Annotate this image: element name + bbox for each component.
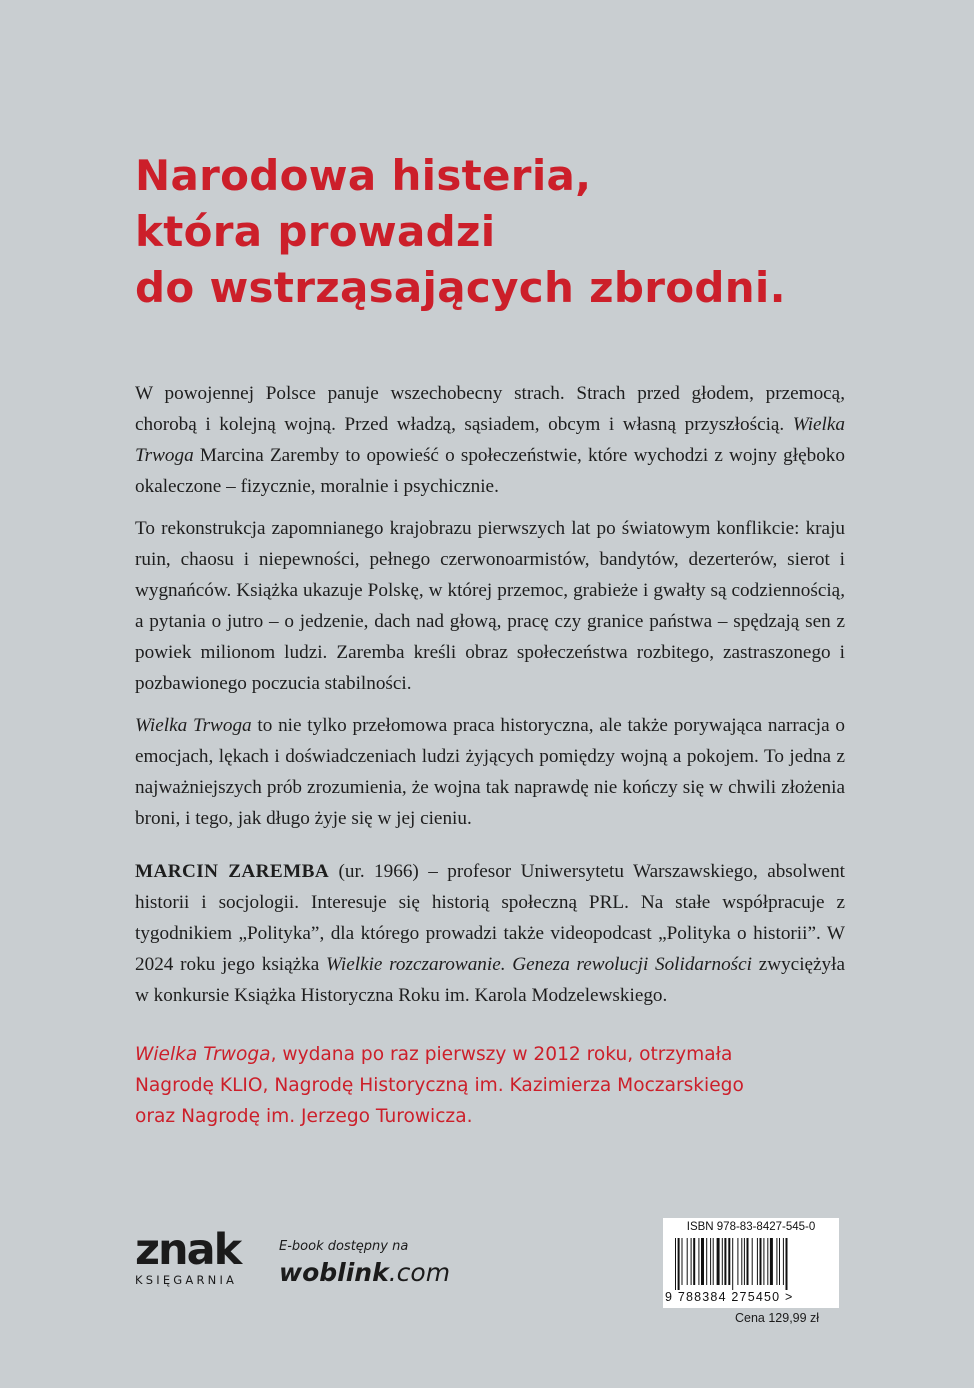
barcode-bar	[779, 1238, 780, 1285]
description	[135, 378, 845, 845]
barcode-bar	[776, 1238, 777, 1285]
barcode-bar	[732, 1238, 733, 1290]
award-book-title: Wielka Trwoga	[135, 1044, 271, 1065]
paragraph-1-text-start: W powojennej Polsce panuje wszechobecny strach. Strach przed głodem, przemocą, chorobą i kolejną wojną. Przed władzą, sąsiadem, obcym i własną przyszłością.	[135, 383, 845, 435]
barcode-bar	[678, 1238, 680, 1290]
woblink-logo-bold: woblink	[279, 1258, 389, 1287]
woblink-logo	[279, 1258, 450, 1287]
woblink-logo-domain: .com	[388, 1258, 451, 1287]
barcode-bar	[687, 1238, 688, 1285]
publisher-logo-word: znak	[135, 1225, 241, 1275]
award-line-1-text: , wydana po raz pierwszy w 2012 roku, otrzymała	[270, 1044, 733, 1065]
barcode-bar	[728, 1238, 730, 1285]
author-bio	[135, 856, 845, 1011]
barcode-bar	[713, 1238, 714, 1285]
author-name: MARCIN ZAREMBA	[135, 861, 330, 882]
barcode-bar	[717, 1238, 720, 1285]
barcode-bar	[747, 1238, 749, 1285]
barcode-bar	[752, 1238, 753, 1285]
paragraph-3	[135, 710, 845, 834]
headline-line-1: Narodowa histeria,	[135, 151, 592, 200]
barcode-bar	[737, 1238, 738, 1285]
headline-line-3: do wstrząsających zbrodni.	[135, 263, 786, 312]
barcode-bar	[783, 1238, 784, 1285]
barcode-bar	[693, 1238, 695, 1285]
barcode-bar	[724, 1238, 726, 1285]
barcode-bar	[767, 1238, 768, 1285]
barcode-bar	[786, 1238, 788, 1290]
award-note	[135, 1039, 855, 1132]
author-bio-text-1: (ur. 1966) – profesor Uniwersytetu Warszawskiego, absolwent historii i socjologii. Interesuje się historią społeczną PRL. Na stałe współpracuje z tygodnikiem „Polityka”, dla którego prowadzi także videopodcast „Polityka o historii”. W 2024 roku jego książka	[135, 861, 845, 975]
barcode-bar	[701, 1238, 704, 1285]
book-title: Wielka Trwoga	[135, 715, 252, 736]
author-book-title: Wielkie rozczarowanie. Geneza rewolucji Solidarności	[325, 954, 752, 975]
publisher-logo-sub: KSIĘGARNIA	[135, 1273, 238, 1287]
barcode-bar	[763, 1238, 764, 1285]
paragraph-1	[135, 378, 845, 502]
barcode-bar	[706, 1238, 707, 1285]
book-title: Wielka Trwoga	[135, 414, 845, 466]
barcode-bar	[675, 1238, 676, 1290]
barcode-box	[663, 1218, 839, 1308]
paragraph-3-text: to nie tylko przełomowa praca historyczna, ale także porywająca narracja o emocjach, lękach i doświadczeniach ludzi żyjących pomiędzy wojną a pokojem. To jedna z najważniejszych prób zrozumienia, że wojna tak naprawdę nie kończy się w chwili złożenia broni, i tego, jak długo żyje się w jej cieniu.	[135, 715, 845, 829]
paragraph-1-text-end: Marcina Zaremby to opowieść o społeczeństwie, które wychodzi z wojny głęboko okaleczone – fizycznie, moralnie i psychicznie.	[135, 445, 845, 497]
barcode-icon	[671, 1238, 831, 1290]
award-line-1	[135, 1039, 855, 1070]
barcode-bar	[741, 1238, 742, 1285]
barcode-bar	[682, 1238, 683, 1285]
barcode-bar	[760, 1238, 762, 1285]
ebook-info	[279, 1239, 450, 1287]
headline-line-2: która prowadzi	[135, 207, 496, 256]
paragraph-2: To rekonstrukcja zapomnianego krajobrazu pierwszych lat po światowym konflikcie: kraju ruin, chaosu i niepewności, pełnego czerwonoarmistów, bandytów, dezerterów, sierot i wygnańców. Książka ukazuje Polskę, w której przemoc, grabieże i gwałty są codziennością, a pytania o jutro – o jedzenie, dach nad głową, pracę czy granice państwa – spędzają sen z powiek milionom ludzi. Zaremba kreśli obraz społeczeństwa rozbitego, zastraszonego i pozbawionego poczucia stabilności.	[135, 518, 845, 694]
price-label: Cena 129,99 zł	[735, 1311, 820, 1325]
barcode-bar	[710, 1238, 711, 1285]
award-line-2: Nagrodę KLIO, Nagrodę Historyczną im. Kazimierza Moczarskiego	[135, 1075, 744, 1096]
award-line-3: oraz Nagrodę im. Jerzego Turowicza.	[135, 1106, 473, 1127]
headline	[135, 148, 895, 316]
isbn-label: ISBN 978-83-8427-545-0	[686, 1221, 816, 1233]
barcode-bar	[698, 1238, 699, 1285]
barcode-bar	[691, 1238, 692, 1285]
barcode-bar	[770, 1238, 773, 1285]
barcode-bar	[744, 1238, 745, 1285]
barcode-bar	[757, 1238, 758, 1285]
ebook-label: E-book dostępny na	[279, 1239, 409, 1254]
barcode-digits: 9 788384 275450 >	[665, 1290, 794, 1304]
barcode-bar	[722, 1238, 723, 1285]
publisher-logo	[135, 1225, 245, 1292]
author-bio-text-2: zwyciężyła w konkursie Książka Historyczna Roku im. Karola Modzelewskiego.	[135, 954, 846, 1006]
